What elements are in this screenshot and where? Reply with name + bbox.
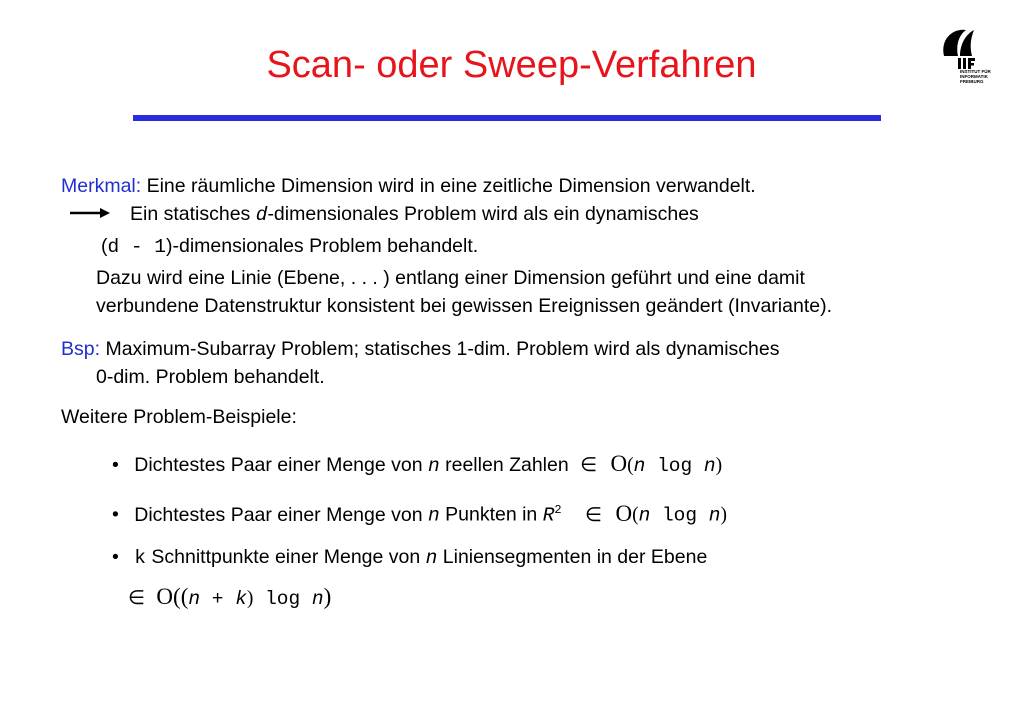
bullet-marker: •: [112, 503, 119, 526]
bullet-1-post: reellen Zahlen: [439, 454, 569, 476]
merkmal-para-1: Dazu wird eine Linie (Ebene, . . . ) entlang einer Dimension geführt und eine damit: [96, 267, 805, 289]
paren-open: (: [101, 235, 108, 257]
big-o: O: [610, 451, 628, 476]
superscript-2: 2: [554, 503, 562, 517]
var-n: n: [638, 504, 651, 527]
log-text: log: [645, 455, 704, 477]
page-title: Scan- oder Sweep-Verfahren: [266, 44, 757, 86]
title-underline: [133, 115, 881, 121]
line3-rest: )-dimensionales Problem behandelt.: [166, 235, 479, 257]
merkmal-text: Eine räumliche Dimension wird in eine zeitliche Dimension verwandelt.: [146, 175, 756, 197]
bullet-3-text-1: Schnittpunkte einer Menge von: [145, 546, 426, 568]
bullet-3-text-2: Liniensegmenten in der Ebene: [437, 546, 708, 568]
var-n: n: [425, 547, 438, 569]
bullet-3-complexity: [128, 585, 331, 611]
paren-open: (: [632, 504, 639, 526]
big-o: O: [615, 500, 633, 526]
element-of-symbol: ∈: [580, 455, 598, 476]
merkmal-para-2: verbundene Datenstruktur konsistent bei gewissen Ereignissen geändert (Invariante).: [96, 295, 833, 317]
var-n: n: [428, 504, 440, 527]
paren-close: ): [246, 588, 254, 609]
expr-d-minus-1: d - 1: [107, 236, 167, 258]
weitere-heading: Weitere Problem-Beispiele:: [61, 406, 297, 428]
var-n: n: [708, 504, 721, 527]
arrow-post: -dimensionales Problem wird als ein dynamisches: [267, 203, 699, 225]
iif-logo: [936, 24, 996, 86]
logo-line-1: INSTITUT FÜR: [960, 69, 991, 74]
logo-line-3: FREIBURG: [960, 79, 984, 84]
paren-close: ): [715, 455, 723, 476]
implies-arrow-icon: [70, 206, 110, 220]
var-n: n: [428, 455, 440, 477]
bullet-2-post: Punkten in: [439, 503, 543, 526]
paren-open: ((: [173, 584, 189, 609]
log-text: log: [650, 504, 709, 527]
var-r: R: [542, 504, 555, 527]
merkmal-line-3: [101, 234, 478, 259]
var-n: n: [703, 455, 716, 477]
var-n: n: [311, 588, 324, 610]
element-of-symbol: ∈: [128, 588, 145, 609]
bullet-item-3: [112, 545, 707, 570]
bullet-2-pre: Dichtestes Paar einer Menge von: [134, 503, 428, 526]
bullet-marker: •: [112, 546, 119, 568]
merkmal-arrow-line: [130, 202, 699, 227]
var-n: n: [633, 455, 646, 477]
bullet-1-pre: Dichtestes Paar einer Menge von: [134, 454, 428, 476]
plus-sign: +: [200, 588, 236, 610]
bullet-marker: •: [112, 454, 119, 476]
merkmal-label: Merkmal:: [61, 175, 142, 197]
arrow-pre: Ein statisches: [130, 203, 256, 225]
paren-close: ): [720, 504, 727, 526]
bsp-line-2: 0-dim. Problem behandelt.: [96, 366, 325, 388]
big-o: O: [156, 584, 174, 609]
paren-open: (: [627, 455, 634, 476]
paren-close: ): [323, 584, 332, 609]
var-n: n: [188, 588, 201, 610]
var-d: d: [255, 204, 268, 226]
bsp-label: Bsp:: [61, 338, 101, 360]
var-k: k: [134, 547, 146, 569]
bsp-text-1: Maximum-Subarray Problem; statisches 1-dim. Problem wird als dynamisches: [105, 338, 780, 360]
bullet-item-2: [112, 498, 727, 528]
bsp-line-1: [61, 337, 780, 361]
log-text: log: [253, 588, 312, 610]
logo-line-2: INFORMATIK: [960, 74, 988, 79]
bullet-item-1: [112, 452, 722, 478]
merkmal-line: [61, 174, 756, 198]
element-of-symbol: ∈: [585, 504, 603, 526]
var-k: k: [235, 588, 247, 610]
